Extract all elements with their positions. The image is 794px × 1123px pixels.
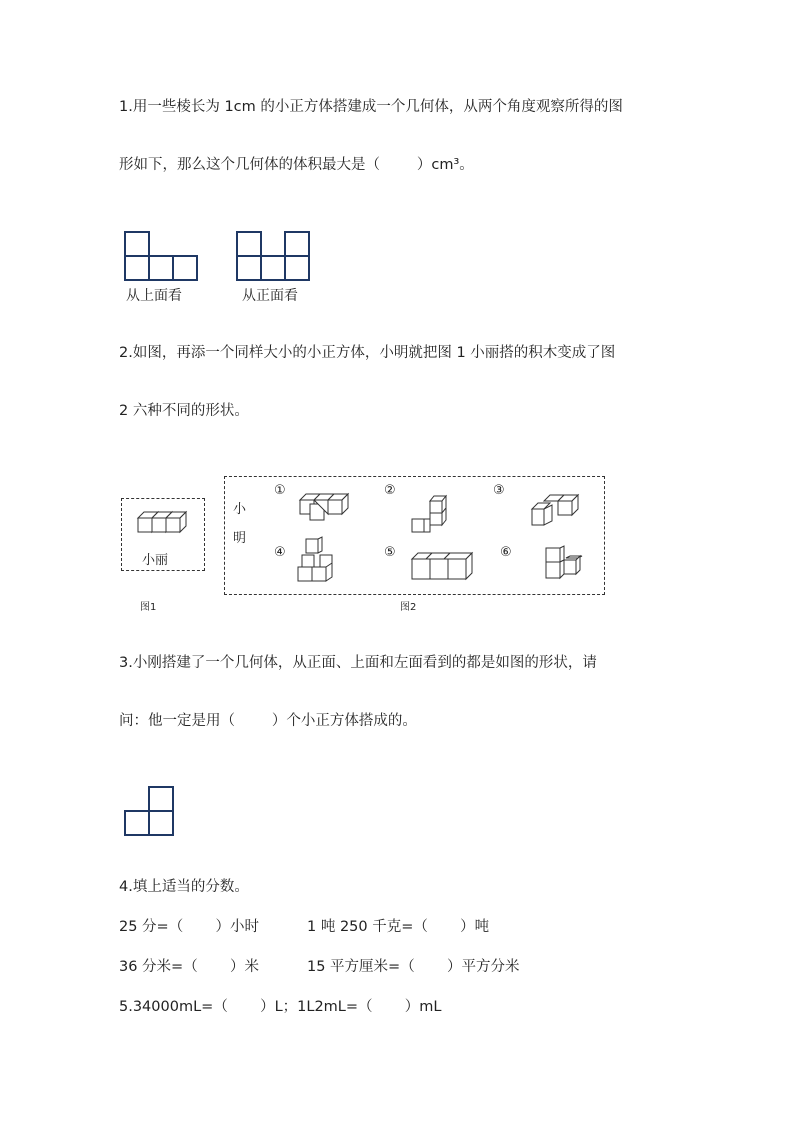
q4-title: 4.填上适当的分数。 [119, 879, 249, 895]
q4-row2-b: 15 平方厘米=（ ）平方分米 [307, 959, 520, 975]
q1-caption-top: 从上面看 [126, 288, 182, 304]
option-2-marker: ② [384, 483, 396, 498]
option-1-marker: ① [274, 483, 286, 498]
fig2-side-1: 小 [233, 502, 247, 517]
fig1-label: 图1 [140, 602, 157, 613]
q2-line1: 2.如图，再添一个同样大小的小正方体，小明就把图 1 小丽搭的积木变成了图 [119, 345, 616, 361]
q1-top-view-figure [124, 231, 200, 283]
option-1-cubes [298, 492, 354, 522]
option-4-cubes [296, 537, 338, 583]
option-3-marker: ③ [493, 483, 505, 498]
q4-row1-b: 1 吨 250 千克=（ ）吨 [307, 919, 490, 935]
q5-line: 5.34000mL=（ ）L；1L2mL=（ ）mL [119, 999, 442, 1015]
q2-line2: 2 六种不同的形状。 [119, 403, 249, 419]
q4-row1-a: 25 分=（ ）小时 [119, 919, 259, 935]
option-5-marker: ⑤ [384, 545, 396, 560]
option-6-marker: ⑥ [500, 545, 512, 560]
q3-line2: 问：他一定是用（ ）个小正方体搭成的。 [119, 713, 417, 729]
fig2-label: 图2 [400, 602, 417, 613]
q4-row2-a: 36 分米=（ ）米 [119, 959, 259, 975]
q3-shape-figure [124, 786, 178, 838]
fig1-cubes [138, 508, 188, 540]
option-3-cubes [530, 493, 582, 529]
q1-line2: 形如下，那么这个几何体的体积最大是（ ）cm³。 [119, 157, 474, 173]
q1-line1: 1.用一些棱长为 1cm 的小正方体搭建成一个几何体，从两个角度观察所得的图 [119, 99, 623, 115]
fig2-side-2: 明 [233, 531, 247, 546]
option-5-cubes [410, 551, 476, 583]
option-6-cubes [542, 546, 584, 582]
option-4-marker: ④ [274, 545, 286, 560]
q3-line1: 3.小刚搭建了一个几何体，从正面、上面和左面看到的都是如图的形状，请 [119, 655, 597, 671]
fig1-name: 小丽 [142, 553, 169, 568]
option-2-cubes [410, 494, 450, 536]
q1-caption-front: 从正面看 [242, 288, 298, 304]
q1-front-view-figure [236, 231, 312, 283]
